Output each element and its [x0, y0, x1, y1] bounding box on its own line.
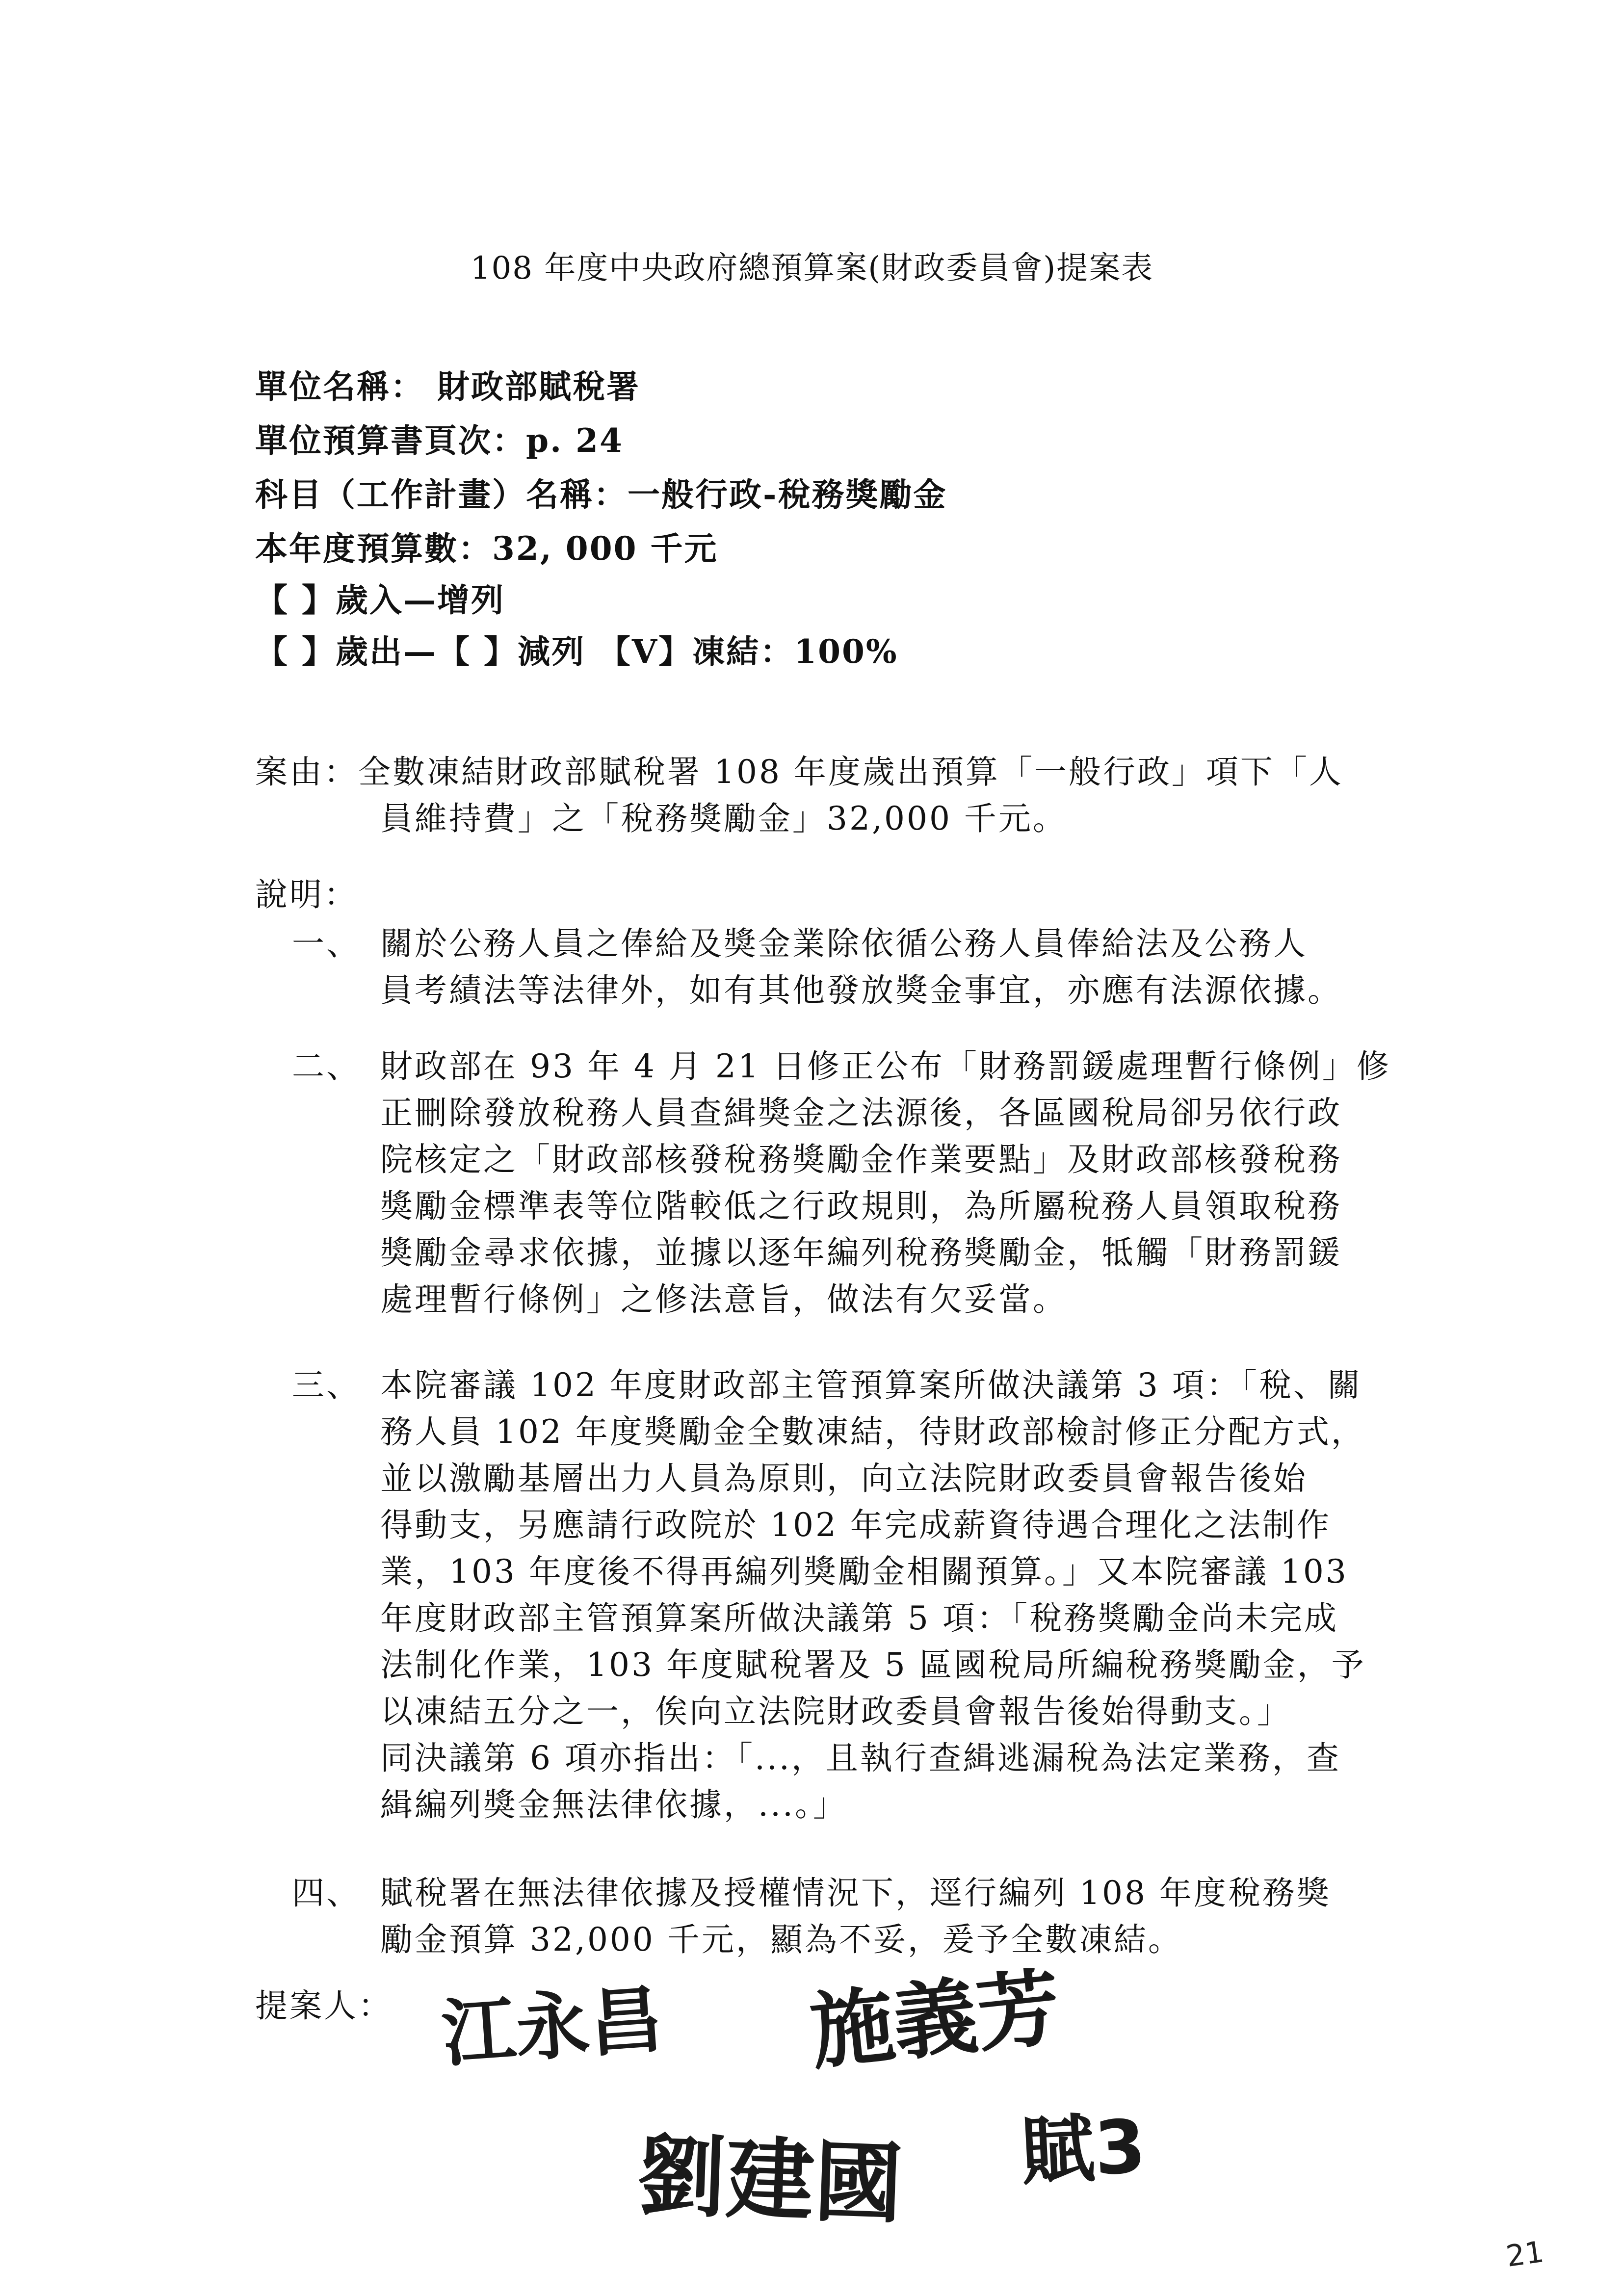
item-4-line: 賦稅署在無法律依據及授權情況下，逕行編列 108 年度稅務獎 — [380, 1874, 1331, 1912]
signature: 賦3 — [1019, 2104, 1148, 2196]
budget-page-ref: 單位預算書頁次：p. 24 — [255, 421, 624, 460]
item-2-line: 正刪除發放稅務人員查緝獎金之法源後，各區國稅局卻另依行政 — [380, 1094, 1342, 1132]
item-3-line: 本院審議 102 年度財政部主管預算案所做決議第 3 項：「稅、關 — [380, 1366, 1362, 1404]
signature: 江永昌 — [439, 1977, 666, 2078]
case-line-2: 員維持費」之「稅務獎勵金」32,000 千元。 — [380, 800, 1067, 837]
unit-name: 單位名稱： 財政部賦稅署 — [255, 367, 640, 406]
proposer-label: 提案人： — [255, 1987, 393, 2025]
item-3-line: 並以激勵基層出力人員為原則，向立法院財政委員會報告後始 — [380, 1460, 1308, 1497]
item-3-line: 得動支，另應請行政院於 102 年完成薪資待遇合理化之法制作 — [380, 1506, 1331, 1544]
item-1-line: 員考績法等法律外，如有其他發放獎金事宜，亦應有法源依據。 — [380, 971, 1342, 1009]
item-2-line: 獎勵金標準表等位階較低之行政規則，為所屬稅務人員領取稅務 — [380, 1187, 1342, 1225]
item-3-line: 緝編列獎金無法律依據，...。」 — [380, 1786, 847, 1824]
item-3-line: 業，103 年度後不得再編列獎勵金相關預算。」又本院審議 103 — [380, 1553, 1348, 1591]
item-3-line: 務人員 102 年度獎勵金全數凍結，待財政部檢討修正分配方式， — [380, 1413, 1365, 1451]
item-4-line: 勵金預算 32,000 千元，顯為不妥，爰予全數凍結。 — [380, 1921, 1182, 1958]
item-2-line: 獎勵金尋求依據，並據以逐年編列稅務獎勵金，牴觸「財務罰鍰 — [380, 1234, 1342, 1272]
item-number: 三、 — [292, 1366, 361, 1404]
explanation-label: 說明： — [255, 876, 358, 913]
item-number: 二、 — [292, 1047, 361, 1085]
budget-amount: 本年度預算數：32, 000 千元 — [255, 529, 718, 568]
item-3-line: 同決議第 6 項亦指出：「...，且執行查緝逃漏稅為法定業務，查 — [380, 1739, 1341, 1777]
expense-line: 【 】歲出—【 】減列 【V】凍結：100% — [255, 632, 898, 671]
item-number: 四、 — [292, 1874, 361, 1912]
signature: 施義芳 — [806, 1958, 1065, 2082]
item-3-line: 法制化作業，103 年度賦稅署及 5 區國稅局所編稅務獎勵金，予 — [380, 1646, 1366, 1684]
item-3-line: 以凍結五分之一，俟向立法院財政委員會報告後始得動支。」 — [380, 1693, 1291, 1730]
revenue-line: 【 】歲入—增列 — [255, 581, 505, 619]
page-number: 21 — [1504, 2235, 1546, 2274]
item-3-line: 年度財政部主管預算案所做決議第 5 項：「稅務獎勵金尚未完成 — [380, 1599, 1338, 1637]
signature: 劉建國 — [635, 2124, 904, 2237]
subject-name: 科目（工作計畫）名稱：一般行政-稅務獎勵金 — [255, 475, 947, 514]
item-number: 一、 — [292, 925, 361, 963]
page-title: 108 年度中央政府總預算案(財政委員會)提案表 — [470, 250, 1154, 287]
item-2-line: 財政部在 93 年 4 月 21 日修正公布「財務罰鍰處理暫行條例」修 — [380, 1047, 1391, 1085]
case-line-1: 案由：全數凍結財政部賦稅署 108 年度歲出預算「一般行政」項下「人 — [255, 753, 1343, 791]
item-2-line: 處理暫行條例」之修法意旨，做法有欠妥當。 — [380, 1280, 1067, 1318]
item-1-line: 關於公務人員之俸給及獎金業除依循公務人員俸給法及公務人 — [380, 925, 1308, 963]
item-2-line: 院核定之「財政部核發稅務獎勵金作業要點」及財政部核發稅務 — [380, 1141, 1342, 1178]
